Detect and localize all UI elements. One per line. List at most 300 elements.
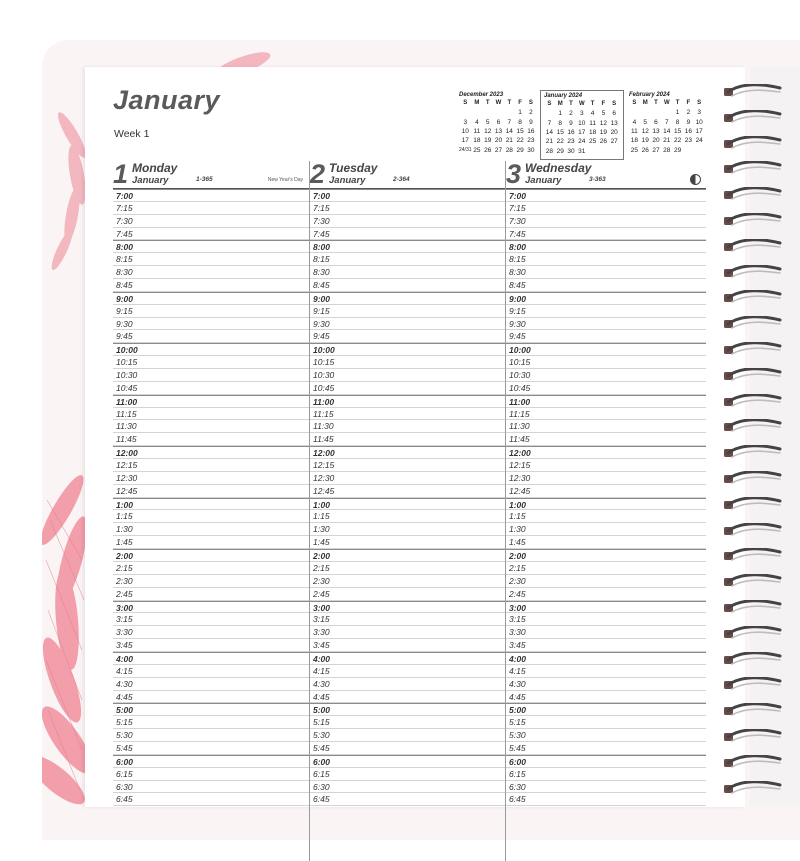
time-slot[interactable]: 1:30 xyxy=(506,523,706,536)
mini-calendar-date: 27 xyxy=(652,146,660,154)
mini-calendar-weekday: W xyxy=(578,101,585,108)
time-slot[interactable]: 7:15 xyxy=(113,202,309,215)
mini-calendar-date xyxy=(651,108,662,117)
mini-calendar-february xyxy=(629,92,705,155)
mini-calendar-date xyxy=(482,108,493,117)
time-slot[interactable]: 7:15 xyxy=(506,202,706,215)
mini-calendar-date: 22 xyxy=(673,137,682,145)
time-slot[interactable]: 5:15 xyxy=(310,716,506,729)
mini-calendar-date: 4 xyxy=(632,118,637,126)
mini-calendar-weekday: M xyxy=(642,100,648,107)
mini-calendar-date xyxy=(504,108,515,117)
time-slot[interactable]: 9:15 xyxy=(506,305,706,318)
day-column-tuesday xyxy=(310,161,506,806)
time-slot[interactable]: 5:45 xyxy=(310,742,506,755)
mini-calendar-date: 30 xyxy=(567,147,575,155)
mini-calendar-date: 14 xyxy=(505,128,513,136)
time-slot[interactable]: 5:30 xyxy=(310,729,506,742)
time-slot[interactable]: 11:15 xyxy=(506,408,706,421)
mini-calendar-date: 14 xyxy=(545,129,554,137)
mini-calendar-date: 3 xyxy=(463,118,468,126)
time-slot[interactable]: 1:00 xyxy=(113,498,309,511)
time-slot[interactable]: 5:15 xyxy=(113,716,309,729)
time-slot[interactable]: 4:15 xyxy=(506,665,706,678)
time-slot[interactable]: 6:00 xyxy=(310,755,506,768)
mini-calendar-weekday: T xyxy=(675,100,680,107)
time-slot[interactable]: 6:30 xyxy=(113,781,309,794)
spiral-coil xyxy=(724,548,784,564)
spiral-coil xyxy=(724,342,784,358)
time-slot[interactable]: 10:30 xyxy=(113,369,309,382)
time-slot[interactable]: 12:00 xyxy=(113,446,309,459)
time-slot[interactable]: 12:30 xyxy=(113,472,309,485)
mini-calendar-grid xyxy=(459,99,536,155)
spiral-coil xyxy=(724,394,784,410)
time-slot[interactable]: 9:30 xyxy=(113,318,309,331)
time-slot[interactable]: 2:45 xyxy=(506,588,706,601)
spiral-coil xyxy=(724,187,784,203)
spiral-coil xyxy=(724,600,784,616)
mini-calendar-date: 7 xyxy=(547,119,552,127)
mini-calendar-weekday: T xyxy=(485,100,490,107)
mini-calendar-date: 25 xyxy=(473,146,481,154)
time-slot[interactable]: 9:45 xyxy=(310,330,506,343)
mini-calendar-date: 15 xyxy=(673,128,682,136)
spiral-coil xyxy=(724,652,784,668)
mini-calendar-date: 8 xyxy=(518,118,522,126)
time-slot[interactable]: 12:15 xyxy=(310,459,506,472)
time-slot[interactable]: 11:15 xyxy=(113,408,309,421)
mini-calendar-date: 15 xyxy=(556,129,564,137)
time-slot[interactable]: 5:00 xyxy=(113,703,309,716)
time-slot[interactable]: 1:00 xyxy=(506,498,706,511)
mini-calendar-date: 7 xyxy=(664,118,669,126)
spiral-coil xyxy=(724,84,784,100)
time-slot[interactable]: 4:15 xyxy=(310,665,506,678)
mini-calendar-date: 20 xyxy=(494,137,503,145)
time-slot[interactable]: 3:30 xyxy=(506,626,706,639)
spiral-coil xyxy=(724,729,784,745)
time-slot[interactable]: 3:00 xyxy=(506,601,706,614)
time-slot[interactable]: 11:15 xyxy=(310,408,506,421)
mini-calendar-weekday: S xyxy=(528,100,533,107)
time-slot[interactable]: 9:00 xyxy=(310,292,506,305)
time-slot[interactable]: 10:45 xyxy=(113,382,309,395)
time-slot[interactable]: 10:00 xyxy=(310,343,506,356)
mini-calendar-date xyxy=(598,146,609,155)
mini-calendar-date: 4 xyxy=(475,118,479,126)
mini-calendar-date xyxy=(683,145,694,154)
time-slot[interactable]: 10:30 xyxy=(506,369,706,382)
time-slot[interactable]: 9:15 xyxy=(113,305,309,318)
mini-calendar-date: 22 xyxy=(556,138,564,146)
spiral-coil xyxy=(724,523,784,539)
spiral-coil xyxy=(724,316,784,332)
time-slot[interactable]: 2:15 xyxy=(113,562,309,575)
time-slot[interactable]: 3:00 xyxy=(113,601,309,614)
day-count: 2-364 xyxy=(393,176,410,183)
mini-calendar-weekday: S xyxy=(547,101,552,108)
mini-calendar-date: 5 xyxy=(485,118,490,126)
time-slot[interactable]: 1:45 xyxy=(506,536,706,549)
mini-calendar-date: 24/31 xyxy=(459,146,472,153)
time-slot[interactable]: 10:00 xyxy=(506,343,706,356)
mini-calendar-date: 25 xyxy=(630,146,639,154)
time-slot[interactable]: 4:30 xyxy=(310,678,506,691)
mini-calendar-weekday: T xyxy=(569,101,573,108)
time-slot[interactable]: 9:45 xyxy=(113,330,309,343)
day-month: January xyxy=(132,175,169,186)
mini-calendar-date: 7 xyxy=(507,118,512,126)
mini-calendar-date: 1 xyxy=(675,109,680,117)
mini-calendar-date xyxy=(459,108,472,117)
spiral-coil xyxy=(724,755,784,771)
mini-calendar-date xyxy=(609,146,620,155)
day-name: Tuesday xyxy=(329,161,378,175)
day-number: 2 xyxy=(310,159,326,189)
mini-calendar-date: 21 xyxy=(505,137,513,145)
mini-calendar-date: 16 xyxy=(684,128,692,136)
time-slot[interactable]: 11:30 xyxy=(310,420,506,433)
time-slot[interactable]: 5:45 xyxy=(113,742,309,755)
mini-calendar-date: 12 xyxy=(599,119,607,127)
time-slot[interactable]: 1:30 xyxy=(113,523,309,536)
mini-calendar-date: 15 xyxy=(516,128,524,136)
time-slot[interactable]: 4:45 xyxy=(113,691,309,704)
mini-calendar-january xyxy=(540,90,624,160)
day-count: 3-363 xyxy=(589,176,606,183)
time-slot[interactable]: 12:45 xyxy=(113,485,309,498)
time-slot[interactable]: 5:00 xyxy=(310,703,506,716)
time-slot[interactable]: 10:15 xyxy=(310,356,506,369)
time-slot[interactable]: 6:15 xyxy=(506,768,706,781)
time-slot[interactable]: 8:15 xyxy=(506,253,706,266)
time-slot[interactable]: 7:00 xyxy=(113,189,309,202)
day-header xyxy=(113,161,309,189)
mini-calendar-date: 11 xyxy=(473,128,481,136)
time-slot[interactable]: 4:15 xyxy=(113,665,309,678)
time-slot[interactable]: 11:45 xyxy=(506,433,706,446)
time-slot[interactable]: 6:15 xyxy=(310,768,506,781)
mini-calendar-date: 6 xyxy=(612,110,616,118)
time-slot[interactable]: 12:00 xyxy=(506,446,706,459)
time-slot[interactable]: 3:30 xyxy=(113,626,309,639)
time-slot[interactable]: 2:00 xyxy=(506,549,706,562)
mini-calendar-date: 11 xyxy=(631,128,638,136)
holiday-label: New Year's Day xyxy=(267,177,303,183)
mini-calendar-title: January 2024 xyxy=(544,93,583,99)
time-slot[interactable]: 11:30 xyxy=(506,420,706,433)
time-slot[interactable]: 11:00 xyxy=(506,395,706,408)
mini-calendar-weekday: T xyxy=(507,100,512,107)
mini-calendar-date: 27 xyxy=(610,138,618,146)
time-slot[interactable]: 7:30 xyxy=(113,215,309,228)
time-slot[interactable]: 3:45 xyxy=(506,639,706,652)
time-slot[interactable]: 7:30 xyxy=(310,215,506,228)
time-slot[interactable]: 12:30 xyxy=(506,472,706,485)
time-slot[interactable]: 4:45 xyxy=(310,691,506,704)
mini-calendar-date: 19 xyxy=(599,129,607,137)
mini-calendar-date: 28 xyxy=(545,147,554,155)
time-slot[interactable]: 4:30 xyxy=(506,678,706,691)
time-slot[interactable]: 6:45 xyxy=(310,793,506,806)
mini-calendar-date: 11 xyxy=(589,119,596,127)
time-slot[interactable]: 3:00 xyxy=(310,601,506,614)
mini-calendar-date: 21 xyxy=(663,137,671,145)
mini-calendar-date: 10 xyxy=(578,119,586,127)
spiral-coil xyxy=(724,677,784,693)
time-slot[interactable]: 7:30 xyxy=(506,215,706,228)
time-slot[interactable]: 8:15 xyxy=(113,253,309,266)
mini-calendar-weekday: T xyxy=(654,100,658,107)
mini-calendar-date: 5 xyxy=(601,110,606,118)
time-slot[interactable]: 3:15 xyxy=(113,613,309,626)
time-slot[interactable]: 12:00 xyxy=(310,446,506,459)
mini-calendar-date: 10 xyxy=(461,128,469,136)
time-slot[interactable]: 12:30 xyxy=(310,472,506,485)
time-slot[interactable]: 6:45 xyxy=(113,793,309,806)
time-slot[interactable]: 1:15 xyxy=(310,510,506,523)
time-slot[interactable]: 2:45 xyxy=(310,588,506,601)
spiral-coil xyxy=(724,419,784,435)
mini-calendar-weekday: W xyxy=(495,100,502,107)
spiral-coil xyxy=(724,574,784,590)
mini-calendar-date xyxy=(694,145,705,154)
spiral-coil xyxy=(724,781,784,797)
time-slot[interactable]: 2:15 xyxy=(310,562,506,575)
time-slot[interactable]: 8:30 xyxy=(113,266,309,279)
time-slot[interactable]: 2:30 xyxy=(506,575,706,588)
time-slot[interactable]: 2:00 xyxy=(113,549,309,562)
mini-calendar-date: 6 xyxy=(654,118,658,126)
mini-calendar-date: 12 xyxy=(484,128,492,136)
time-slot[interactable]: 12:45 xyxy=(506,485,706,498)
spiral-coil xyxy=(724,703,784,719)
time-slot[interactable]: 6:30 xyxy=(310,781,506,794)
mini-calendar-date: 22 xyxy=(516,137,524,145)
time-slot[interactable]: 10:45 xyxy=(310,382,506,395)
mini-calendar-date: 8 xyxy=(558,119,562,127)
mini-calendar-date: 8 xyxy=(675,118,680,126)
time-slot[interactable]: 6:00 xyxy=(506,755,706,768)
time-slot[interactable]: 10:00 xyxy=(113,343,309,356)
time-slot[interactable]: 6:45 xyxy=(506,793,706,806)
mini-calendar-date: 19 xyxy=(641,137,649,145)
time-slot[interactable]: 8:00 xyxy=(113,240,309,253)
time-slot[interactable]: 9:00 xyxy=(506,292,706,305)
mini-calendar-date: 17 xyxy=(578,129,586,137)
time-slot[interactable]: 5:45 xyxy=(506,742,706,755)
mini-calendar-date: 1 xyxy=(518,109,522,117)
time-slot[interactable]: 1:15 xyxy=(506,510,706,523)
mini-calendar-date xyxy=(661,108,672,117)
time-slot[interactable]: 8:30 xyxy=(506,266,706,279)
time-slot[interactable]: 7:00 xyxy=(506,189,706,202)
time-slot[interactable]: 11:00 xyxy=(310,395,506,408)
time-slot[interactable]: 9:00 xyxy=(113,292,309,305)
mini-calendar-date: 20 xyxy=(610,129,618,137)
time-slot[interactable]: 12:15 xyxy=(113,459,309,472)
time-slot[interactable]: 7:15 xyxy=(310,202,506,215)
mini-calendar-date: 18 xyxy=(473,137,481,145)
mini-calendar-grid xyxy=(544,100,620,156)
mini-calendar-date xyxy=(640,108,651,117)
mini-calendar-date: 31 xyxy=(578,147,586,155)
half-moon-icon xyxy=(690,174,701,185)
mini-calendar-grid xyxy=(629,99,705,155)
time-slot[interactable]: 10:15 xyxy=(506,356,706,369)
mini-calendar-weekday: W xyxy=(663,100,670,107)
mini-calendar-date: 2 xyxy=(569,110,573,118)
time-slot[interactable]: 2:30 xyxy=(310,575,506,588)
time-slot[interactable]: 7:45 xyxy=(506,228,706,241)
mini-calendar-date: 29 xyxy=(556,147,564,155)
time-slot[interactable]: 8:30 xyxy=(310,266,506,279)
time-slot[interactable]: 4:00 xyxy=(310,652,506,665)
column-divider xyxy=(309,161,310,861)
time-slot[interactable]: 6:00 xyxy=(113,755,309,768)
spiral-coil xyxy=(724,265,784,281)
time-slot[interactable]: 9:15 xyxy=(310,305,506,318)
mini-calendar-date: 28 xyxy=(505,146,513,154)
time-slot[interactable]: 8:00 xyxy=(310,240,506,253)
day-header xyxy=(506,161,706,189)
time-slot[interactable]: 3:30 xyxy=(310,626,506,639)
mini-calendar-date: 3 xyxy=(579,110,584,118)
time-slot[interactable]: 4:45 xyxy=(506,691,706,704)
time-slot[interactable]: 11:00 xyxy=(113,395,309,408)
time-slot[interactable]: 7:45 xyxy=(310,228,506,241)
spiral-coil xyxy=(724,368,784,384)
spiral-coil xyxy=(724,239,784,255)
mini-calendar-weekday: S xyxy=(632,100,637,107)
mini-calendar-date: 23 xyxy=(567,138,575,146)
mini-calendar-date: 20 xyxy=(652,137,660,145)
mini-calendar-title: February 2024 xyxy=(629,92,670,98)
time-slot[interactable]: 1:15 xyxy=(113,510,309,523)
mini-calendar-date: 6 xyxy=(496,118,501,126)
time-slot[interactable]: 8:15 xyxy=(310,253,506,266)
mini-calendar-date: 9 xyxy=(686,118,691,126)
spiral-coil xyxy=(724,136,784,152)
time-slot[interactable]: 3:15 xyxy=(310,613,506,626)
mini-calendar-date: 29 xyxy=(516,146,524,154)
mini-calendar-weekday: S xyxy=(697,100,702,107)
spiral-coil xyxy=(724,497,784,513)
time-slot[interactable]: 12:15 xyxy=(506,459,706,472)
time-slot[interactable]: 3:15 xyxy=(506,613,706,626)
day-column-wednesday xyxy=(506,161,706,806)
time-slot[interactable]: 9:30 xyxy=(310,318,506,331)
day-number: 1 xyxy=(113,159,129,189)
day-header xyxy=(310,161,506,189)
time-slot[interactable]: 1:45 xyxy=(310,536,506,549)
time-slot[interactable]: 5:30 xyxy=(113,729,309,742)
mini-calendar-date xyxy=(493,108,504,117)
time-slot[interactable]: 11:45 xyxy=(310,433,506,446)
mini-calendar-date: 5 xyxy=(643,118,647,126)
mini-calendar-date: 23 xyxy=(684,137,692,145)
mini-calendar-date: 18 xyxy=(630,137,639,145)
mini-calendar-date: 29 xyxy=(673,146,682,154)
time-slot[interactable]: 10:30 xyxy=(310,369,506,382)
mini-calendar-date: 26 xyxy=(599,138,607,146)
time-slot[interactable]: 5:30 xyxy=(506,729,706,742)
mini-calendar-date xyxy=(629,108,640,117)
day-name: Monday xyxy=(132,161,178,175)
mini-calendar-date: 26 xyxy=(484,146,492,154)
time-slot[interactable]: 6:30 xyxy=(506,781,706,794)
day-month: January xyxy=(525,175,562,186)
time-slot[interactable]: 1:00 xyxy=(310,498,506,511)
time-slot[interactable]: 1:30 xyxy=(310,523,506,536)
time-slot[interactable]: 1:45 xyxy=(113,536,309,549)
time-slot[interactable]: 2:00 xyxy=(310,549,506,562)
time-slot[interactable]: 11:45 xyxy=(113,433,309,446)
time-slot[interactable]: 3:45 xyxy=(113,639,309,652)
mini-calendar-date: 17 xyxy=(695,128,703,136)
mini-calendar-weekday: F xyxy=(518,100,522,107)
mini-calendar-date: 27 xyxy=(494,146,503,154)
time-slot[interactable]: 2:45 xyxy=(113,588,309,601)
back-page-edge xyxy=(750,67,800,807)
mini-calendar-date xyxy=(544,109,555,118)
time-slot[interactable]: 10:15 xyxy=(113,356,309,369)
spiral-coil xyxy=(724,213,784,229)
time-slot[interactable]: 2:30 xyxy=(113,575,309,588)
time-slot[interactable]: 9:45 xyxy=(506,330,706,343)
mini-calendar-weekday: T xyxy=(590,101,595,108)
time-slot[interactable]: 2:15 xyxy=(506,562,706,575)
column-divider xyxy=(505,161,506,861)
mini-calendar-date: 10 xyxy=(695,118,703,126)
mini-calendar-date xyxy=(472,108,483,117)
mini-calendar-date: 13 xyxy=(494,128,503,136)
mini-calendar-weekday: M xyxy=(557,101,563,108)
mini-calendar-date: 16 xyxy=(567,129,575,137)
time-slot[interactable]: 5:15 xyxy=(506,716,706,729)
day-column-monday xyxy=(113,161,309,806)
time-slot[interactable]: 8:45 xyxy=(506,279,706,292)
time-slot[interactable]: 8:45 xyxy=(310,279,506,292)
time-slot[interactable]: 11:30 xyxy=(113,420,309,433)
time-slot[interactable]: 7:45 xyxy=(113,228,309,241)
mini-calendar-date: 16 xyxy=(527,128,535,136)
time-slot[interactable]: 7:00 xyxy=(310,189,506,202)
time-slot[interactable]: 3:45 xyxy=(310,639,506,652)
time-slot[interactable]: 12:45 xyxy=(310,485,506,498)
spiral-coil xyxy=(724,110,784,126)
time-slot[interactable]: 10:45 xyxy=(506,382,706,395)
time-slot[interactable]: 5:00 xyxy=(506,703,706,716)
time-slot[interactable]: 4:00 xyxy=(506,652,706,665)
time-slot[interactable]: 9:30 xyxy=(506,318,706,331)
mini-calendar-date: 24 xyxy=(578,138,586,146)
time-slot[interactable]: 4:00 xyxy=(113,652,309,665)
time-slot[interactable]: 8:45 xyxy=(113,279,309,292)
week-label: Week 1 xyxy=(114,128,150,140)
mini-calendar-date: 25 xyxy=(588,138,597,146)
mini-calendar-date: 21 xyxy=(545,138,554,146)
planner-page xyxy=(85,67,745,807)
time-slot[interactable]: 6:15 xyxy=(113,768,309,781)
mini-calendar-date: 2 xyxy=(686,109,691,117)
day-count: 1-365 xyxy=(196,176,213,183)
mini-calendar-date: 3 xyxy=(697,109,701,117)
time-slot[interactable]: 4:30 xyxy=(113,678,309,691)
mini-calendar-date: 23 xyxy=(527,137,535,145)
time-slot[interactable]: 8:00 xyxy=(506,240,706,253)
